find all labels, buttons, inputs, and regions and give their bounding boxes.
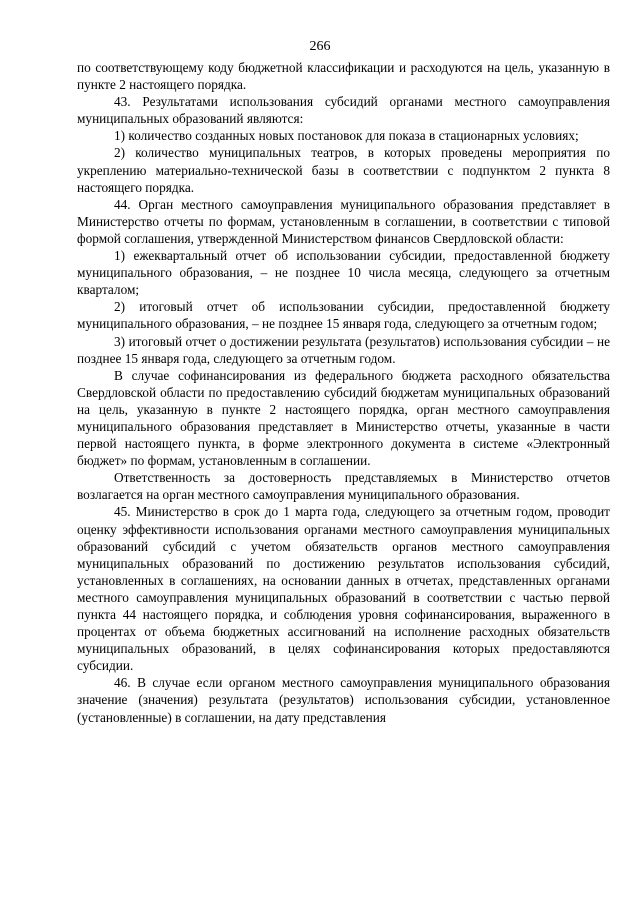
- page-number: 266: [309, 39, 331, 54]
- paragraph: 3) итоговый отчет о достижении результата (результатов) использования субсидии – не позднее 15 января года, следующего за отчетным годом.: [77, 333, 610, 366]
- paragraph: 46. В случае если органом местного самоуправления муниципального образования значение (значения) результата (результатов) использования субсидии, установленное (установленные) в соглашении, на дату представления: [77, 675, 610, 725]
- document-body: [77, 59, 610, 726]
- paragraph: 2) количество муниципальных театров, в которых проведены мероприятия по укреплению материально-технической базы в соответствии с подпунктом 2 пункта 8 настоящего порядка.: [77, 145, 610, 195]
- paragraph: 44. Орган местного самоуправления муниципального образования представляет в Министерство отчеты по формам, установленным в соглашении, в соответствии с типовой формой соглашения, утвержденной Министерством финансов Свердловской области:: [77, 196, 610, 246]
- paragraph: 1) количество созданных новых постановок для показа в стационарных условиях;: [114, 128, 579, 144]
- paragraph: В случае софинансирования из федерального бюджета расходного обязательства Свердловской области по предоставлению субсидий бюджетам муниципальных образований на цель, указанную в пункте 2 настоящего порядка, орган местного самоуправления муниципального образования представляет в Министерство отчеты, указанные в части первой настоящего пункта, в форме электронного документа в системе «Электронный бюджет» по формам, установленным в соглашении.: [77, 367, 610, 469]
- paragraph: 43. Результатами использования субсидий органами местного самоуправления муниципальных образований являются:: [77, 94, 610, 127]
- paragraph: по соответствующему коду бюджетной классификации и расходуются на цель, указанную в пункте 2 настоящего порядка.: [77, 60, 610, 93]
- paragraph: 45. Министерство в срок до 1 марта года, следующего за отчетным годом, проводит оценку эффективности использования органами местного самоуправления муниципальных образований субсидий с учетом обязательств органов местного самоуправления муниципальных образований по достижению результатов использования субсидий, установленных в соглашениях, на основании данных в отчетах, представленных органами местного самоуправления муниципальных образований в соответствии с частью первой пункта 44 настоящего порядка, и соблюдения уровня софинансирования, выраженного в процентах от объема бюджетных ассигнований на исполнение расходных обязательств муниципальных образований, в целях софинансирования которых предоставляются субсидии.: [77, 504, 610, 674]
- paragraph: 1) ежеквартальный отчет об использовании субсидии, предоставленной бюджету муниципального образования, – не позднее 10 числа месяца, следующего за отчетным кварталом;: [77, 248, 610, 298]
- paragraph: 2) итоговый отчет об использовании субсидии, предоставленной бюджету муниципального образования, – не позднее 15 января года, следующего за отчетным годом;: [77, 299, 610, 332]
- paragraph: Ответственность за достоверность представляемых в Министерство отчетов возлагается на орган местного самоуправления муниципального образования.: [77, 470, 610, 503]
